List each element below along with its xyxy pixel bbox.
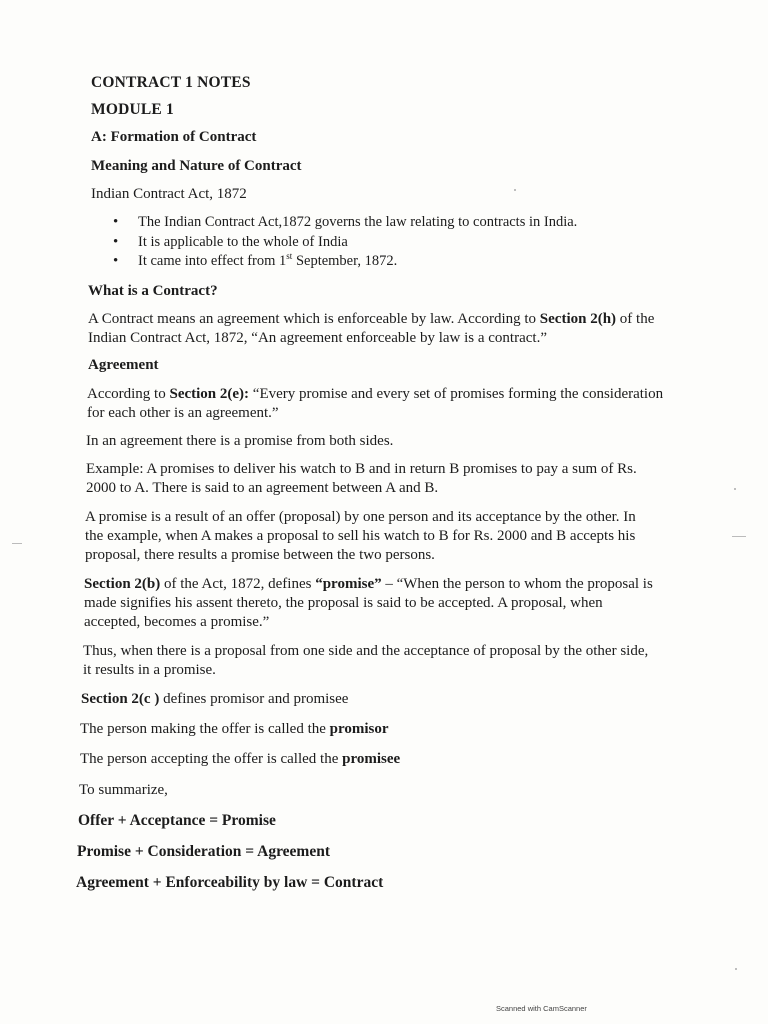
agreement-definition-line-1: According to Section 2(e): “Every promise and every set of promises forming the consideration [87,386,664,402]
section-2b-line-2: made signifies his assent thereto, the proposal is said to be accepted. A proposal, when [84,595,603,611]
section-2b-line-3: accepted, becomes a promise.” [84,614,270,630]
example-line-2: 2000 to A. There is said to an agreement between A and B. [86,480,439,496]
meaning-heading: Meaning and Nature of Contract [91,158,302,174]
list-item: • It is applicable to the whole of India [113,233,577,253]
promise-paragraph-line-2: the example, when A makes a proposal to sell his watch to B for Rs. 2000 and B accepts his [85,528,636,544]
scan-artifact [514,189,516,191]
thus-paragraph-line-1: Thus, when there is a proposal from one side and the acceptance of proposal by the other side, [83,643,649,659]
both-sides-paragraph: In an agreement there is a promise from both sides. [86,433,394,449]
thus-paragraph-line-2: it results in a promise. [83,662,216,678]
section-2b-line-1: Section 2(b) of the Act, 1872, defines “promise” – “When the person to whom the proposal is [84,576,653,592]
scan-artifact [734,488,736,490]
contract-definition-line-2: Indian Contract Act, 1872, “An agreement enforceable by law is a contract.” [88,330,547,346]
promise-paragraph-line-1: A promise is a result of an offer (proposal) by one person and its acceptance by the other. In [85,509,636,525]
scan-artifact [735,968,737,970]
scan-artifact [12,543,22,544]
list-item: • The Indian Contract Act,1872 governs the law relating to contracts in India. [113,213,577,233]
equation-agreement-enforceability: Agreement + Enforceability by law = Contract [76,874,384,891]
section-a-heading: A: Formation of Contract [91,129,257,145]
agreement-definition-line-2: for each other is an agreement.” [87,405,279,421]
summarize-line: To summarize, [79,782,168,798]
scan-artifact [732,536,746,537]
list-item: • It came into effect from 1st September, 1872. [113,252,577,272]
contract-definition-line-1: A Contract means an agreement which is enforceable by law. According to Section 2(h) of the [88,311,655,327]
example-line-1: Example: A promises to deliver his watch to B and in return B promises to pay a sum of Rs. [86,461,637,477]
doc-title: CONTRACT 1 NOTES [91,74,251,91]
section-2c-line: Section 2(c ) defines promisor and promisee [81,691,349,707]
equation-promise-consideration: Promise + Consideration = Agreement [77,843,331,860]
agreement-heading: Agreement [88,357,159,373]
promise-paragraph-line-3: proposal, there results a promise between the two persons. [85,547,435,563]
act-bullet-list [113,213,577,272]
what-is-contract-heading: What is a Contract? [88,283,218,299]
module-heading: MODULE 1 [91,101,174,118]
act-name: Indian Contract Act, 1872 [91,186,247,202]
equation-offer-acceptance: Offer + Acceptance = Promise [78,812,276,829]
promisor-line: The person making the offer is called the promisor [80,721,389,737]
promisee-line: The person accepting the offer is called the promisee [80,751,401,767]
scanner-watermark: Scanned with CamScanner [496,1004,587,1013]
